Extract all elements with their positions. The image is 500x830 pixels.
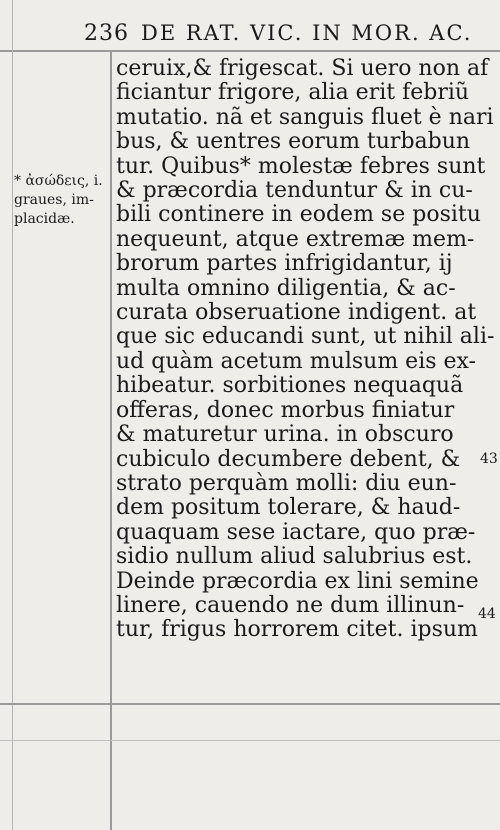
margin-rule xyxy=(110,50,112,830)
text-line: ud quàm acetum mulsum eis ex- xyxy=(116,349,476,374)
left-border-rule xyxy=(12,0,13,830)
footer-rule xyxy=(0,703,500,705)
text-line: bili continere in eodem se positu xyxy=(116,203,481,228)
text-line: strato perquàm molli: diu eun- xyxy=(116,471,457,496)
footer-rule-secondary xyxy=(0,740,500,741)
text-line: nequeunt, atque extremæ mem- xyxy=(116,227,475,252)
text-line: offeras, donec morbus finiatur xyxy=(116,398,455,423)
text-line: Deinde præcordia ex lini semine xyxy=(116,569,479,594)
gloss-line: graues, im- xyxy=(14,192,94,208)
running-title: DE RAT. VIC. IN MOR. AC. xyxy=(141,21,473,45)
text-line: tur, frigus horrorem citet. ipsum xyxy=(116,618,478,643)
text-line: ceruix,& frigescat. Si uero non af xyxy=(116,57,489,81)
section-number: 43 xyxy=(480,451,498,467)
text-line: cubiculo decumbere debent, & xyxy=(116,447,461,472)
text-line: linere, cauendo ne dum illinun- xyxy=(116,593,465,618)
text-line: & maturetur urina. in obscuro xyxy=(116,423,454,448)
text-line: tur. Quibus* molestæ febres sunt xyxy=(116,154,486,179)
text-line: que sic educandi sunt, ut nihil ali- xyxy=(116,325,494,350)
text-line: quaquam sese iactare, quo præ- xyxy=(116,520,476,545)
section-number: 44 xyxy=(478,606,496,622)
text-line: hibeatur. sorbitiones nequaquã xyxy=(116,374,464,399)
gloss-line: placidæ. xyxy=(14,211,75,227)
text-line: curata obseruatione indigent. at xyxy=(116,301,477,326)
text-line: multa omnino diligentia, & ac- xyxy=(116,276,456,301)
main-text xyxy=(116,57,494,643)
text-line: bus, & uentres eorum turbabun xyxy=(116,130,471,155)
page-number: 236 xyxy=(84,20,129,46)
gloss-line: * ἀσώδεις, i. xyxy=(14,173,103,189)
text-line: mutatio. nã et sanguis fluet è nari xyxy=(116,105,494,130)
text-line: brorum partes infrigidantur, ij xyxy=(116,252,453,277)
text-line: sidio nullum aliud salubrius est. xyxy=(116,545,473,570)
text-line: ficiantur frigore, alia erit febriũ xyxy=(116,81,470,106)
text-line: & præcordia tenduntur & in cu- xyxy=(116,179,473,204)
margin-gloss xyxy=(14,172,110,229)
text-line: dem positum tolerare, & haud- xyxy=(116,496,461,521)
page-header xyxy=(84,16,494,50)
header-rule xyxy=(0,50,500,52)
